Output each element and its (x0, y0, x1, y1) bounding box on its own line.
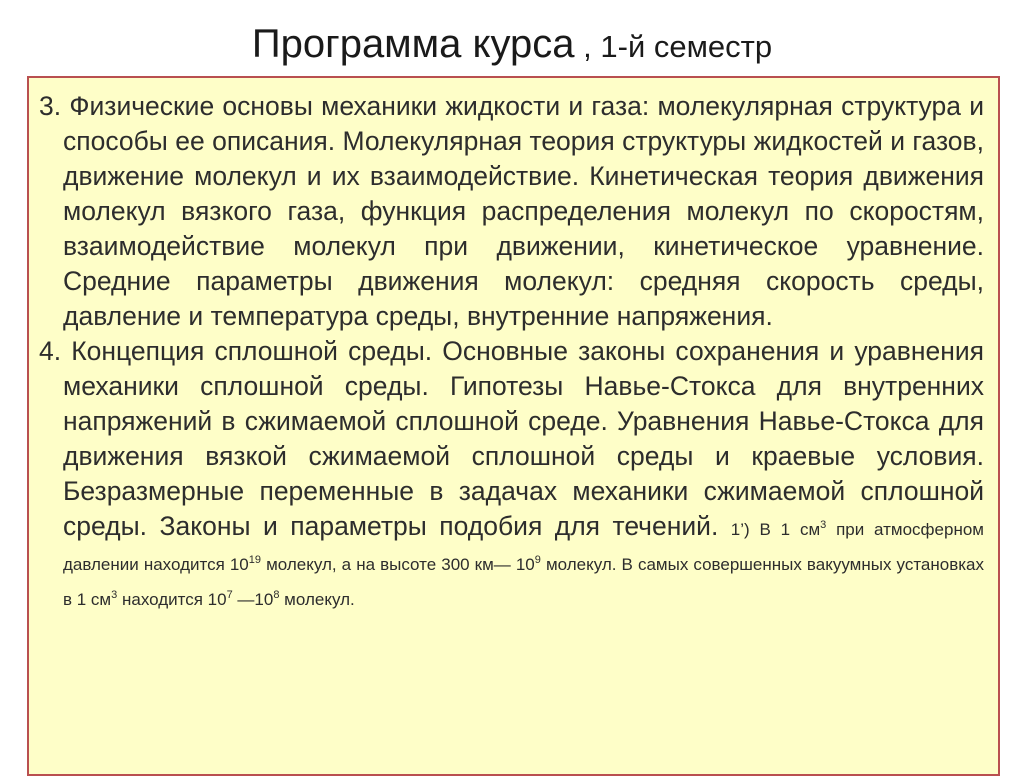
footnote-part: молекул. (279, 590, 355, 609)
item-3-text: 3. Физические основы механики жидкости и газа: молекулярная структура и способы ее описания. Молекулярная теория структуры жидкостей и газов, движение молекул и их взаимодействие. Кинетическая теория движения молекул вязкого газа, функция распределения молекул по скоростям, взаимодействие молекул при движении, кинетическое уравнение. Средние параметры движения молекул: средняя скорость среды, давление и температура среды, внутренние напряжения. (39, 91, 984, 331)
footnote-marker: 1’) (730, 520, 750, 539)
footnote-part: В 1 см (749, 520, 821, 539)
item-4-text: 4. Концепция сплошной среды. Основные законы сохранения и уравнения механики сплошной среды. Гипотезы Навье-Стокса для внутренних напряжений в сжимаемой сплошной среде. Уравнения Навье-Стокса для движения вязкой сжимаемой сплошной среды и краевые условия. Безразмерные переменные в задачах механики сжимаемой сплошной среды. Законы и параметры подобия для течений. (39, 336, 984, 541)
title-main: Программа курса (251, 22, 575, 66)
footnote-part: молекул, а на высоте 300 км— 10 (261, 555, 535, 574)
slide-title (0, 22, 1024, 67)
program-item-3 (39, 89, 984, 334)
footnote-part: находится 10 (117, 590, 227, 609)
footnote-part: при атмосферном давлении находится 10 (63, 520, 984, 574)
program-item-4 (39, 334, 984, 614)
footnote-part: молекул. В самых совершенных вакуумных установках в 1 см (63, 555, 985, 609)
content-box (27, 76, 1000, 776)
footnote-sup: 3 (111, 589, 118, 601)
footnote-sup: 19 (248, 554, 262, 566)
footnote-sup: 8 (273, 589, 280, 601)
footnote-part: —10 (232, 590, 274, 609)
title-subtitle: , 1-й семестр (574, 29, 773, 64)
footnote-sup: 9 (534, 554, 541, 566)
footnote-sup: 7 (226, 589, 233, 601)
footnote-sup: 3 (820, 519, 827, 531)
